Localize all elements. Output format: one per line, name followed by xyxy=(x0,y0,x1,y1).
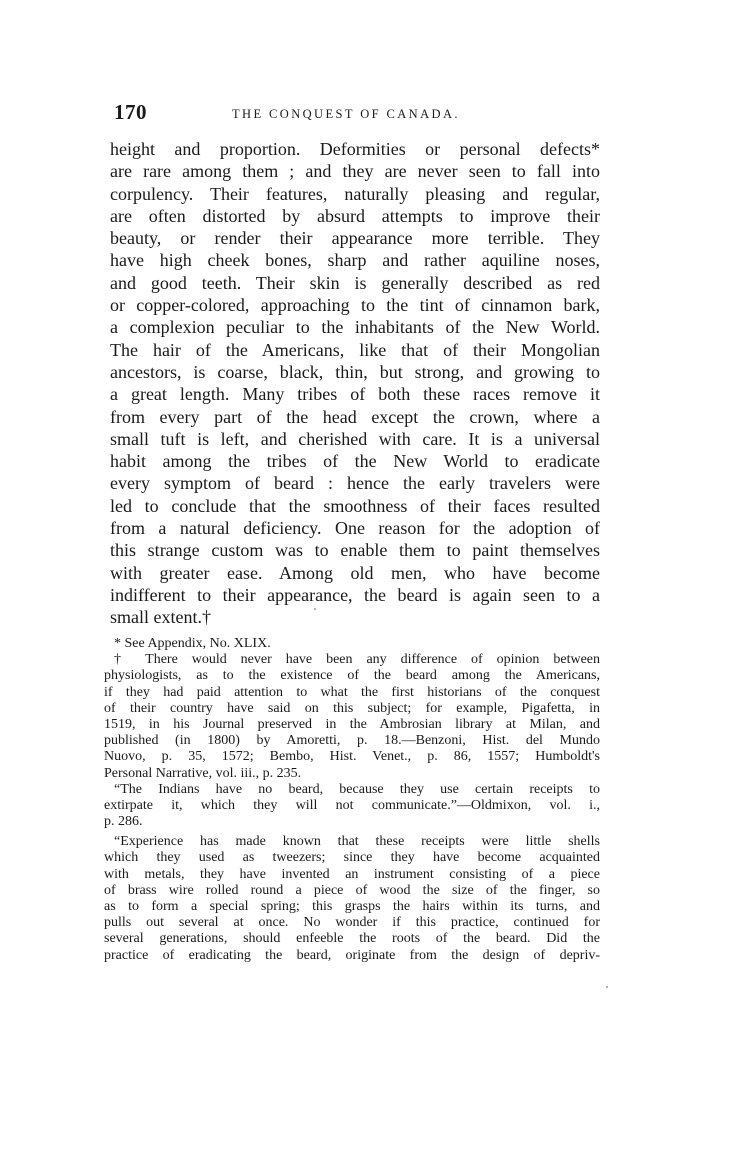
body-line: are rare among them ; and they are never seen to fall into xyxy=(110,161,600,182)
paper-speck xyxy=(606,986,608,988)
body-line: a great length. Many tribes of both these races remove it xyxy=(110,384,600,405)
footnote-line: 1519, in his Journal preserved in the Ambrosian library at Milan, and xyxy=(104,716,600,732)
body-line: or copper-colored, approaching to the tint of cinnamon bark, xyxy=(110,295,600,316)
footnote-line: as to form a special spring; this grasps the hairs within its turns, and xyxy=(104,899,600,914)
body-line: small tuft is left, and cherished with care. It is a universal xyxy=(110,428,600,449)
footnote-line: extirpate it, which they will not communicate.”—Oldmixon, vol. i., xyxy=(104,797,600,813)
body-line: corpulency. Their features, naturally pleasing and regular, xyxy=(110,183,600,204)
footnote-line: which they used as tweezers; since they have become acquainted xyxy=(104,850,600,866)
body-line: ancestors, is coarse, black, thin, but strong, and growing to xyxy=(110,361,600,382)
body-line: from every part of the head except the crown, where a xyxy=(110,406,600,427)
footnote-line: physiologists, as to the existence of the beard among the Americans, xyxy=(104,668,600,684)
body-line: height and proportion. Deformities or personal defects* xyxy=(110,139,600,159)
body-line: small extent.† xyxy=(110,607,211,628)
body-line: every symptom of beard : hence the early travelers were xyxy=(110,473,600,494)
body-line: this strange custom was to enable them to paint themselves xyxy=(110,540,600,561)
body-line: have high cheek bones, sharp and rather aquiline noses, xyxy=(110,250,600,271)
body-line: with greater ease. Among old men, who have become xyxy=(110,562,600,583)
body-line: from a natural deficiency. One reason for the adoption of xyxy=(110,518,600,539)
body-line: beauty, or render their appearance more terrible. They xyxy=(110,228,600,249)
footnote-line: Personal Narrative, vol. iii., p. 235. xyxy=(104,765,302,781)
body-line: habit among the tribes of the New World to eradicate xyxy=(110,451,600,472)
footnote-line: of brass wire rolled round a piece of wood the size of the finger, so xyxy=(104,882,600,898)
page-header xyxy=(114,100,604,126)
footnote-line: several generations, should enfeeble the roots of the beard. Did the xyxy=(104,931,600,947)
body-line: The hair of the Americans, like that of their Mongolian xyxy=(110,339,600,360)
paper-speck xyxy=(314,608,316,610)
footnote-line: with metals, they have invented an instrument consisting of a piece xyxy=(104,866,600,882)
body-line: indifferent to their appearance, the beard is again seen to a xyxy=(110,584,600,605)
body-line: are often distorted by absurd attempts to improve their xyxy=(110,205,600,226)
footnote-line: pulls out several at once. No wonder if this practice, continued for xyxy=(104,915,600,931)
footnote-line: published (in 1800) by Amoretti, p. 18.—Benzoni, Hist. del Mundo xyxy=(104,733,600,749)
footnote-line: † There would never have been any difference of opinion between xyxy=(114,652,600,668)
footnote-line: of their country have said on this subject; for example, Pigafetta, in xyxy=(104,700,600,716)
footnote-line: Nuovo, p. 35, 1572; Bembo, Hist. Venet., p. 86, 1557; Humboldt's xyxy=(104,749,600,765)
page-number: 170 xyxy=(114,100,147,124)
footnote-appendix: * See Appendix, No. XLIX. xyxy=(114,636,271,651)
footnotes xyxy=(104,636,600,964)
body-line: and good teeth. Their skin is generally described as red xyxy=(110,272,600,293)
main-paragraph xyxy=(110,138,600,629)
footnote-line: p. 286. xyxy=(104,814,143,830)
body-line: led to conclude that the smoothness of their faces resulted xyxy=(110,495,600,516)
footnote-line: “Experience has made known that these receipts were little shells xyxy=(114,834,600,850)
footnote-line: practice of eradicating the beard, originate from the design of depriv- xyxy=(104,947,600,963)
footnote-line: if they had paid attention to what the first historians of the conquest xyxy=(104,684,600,700)
body-line: a complexion peculiar to the inhabitants of the New World. xyxy=(110,317,600,338)
running-head: THE CONQUEST OF CANADA. xyxy=(232,107,460,121)
footnote-line: “The Indians have no beard, because they use certain receipts to xyxy=(114,781,600,797)
